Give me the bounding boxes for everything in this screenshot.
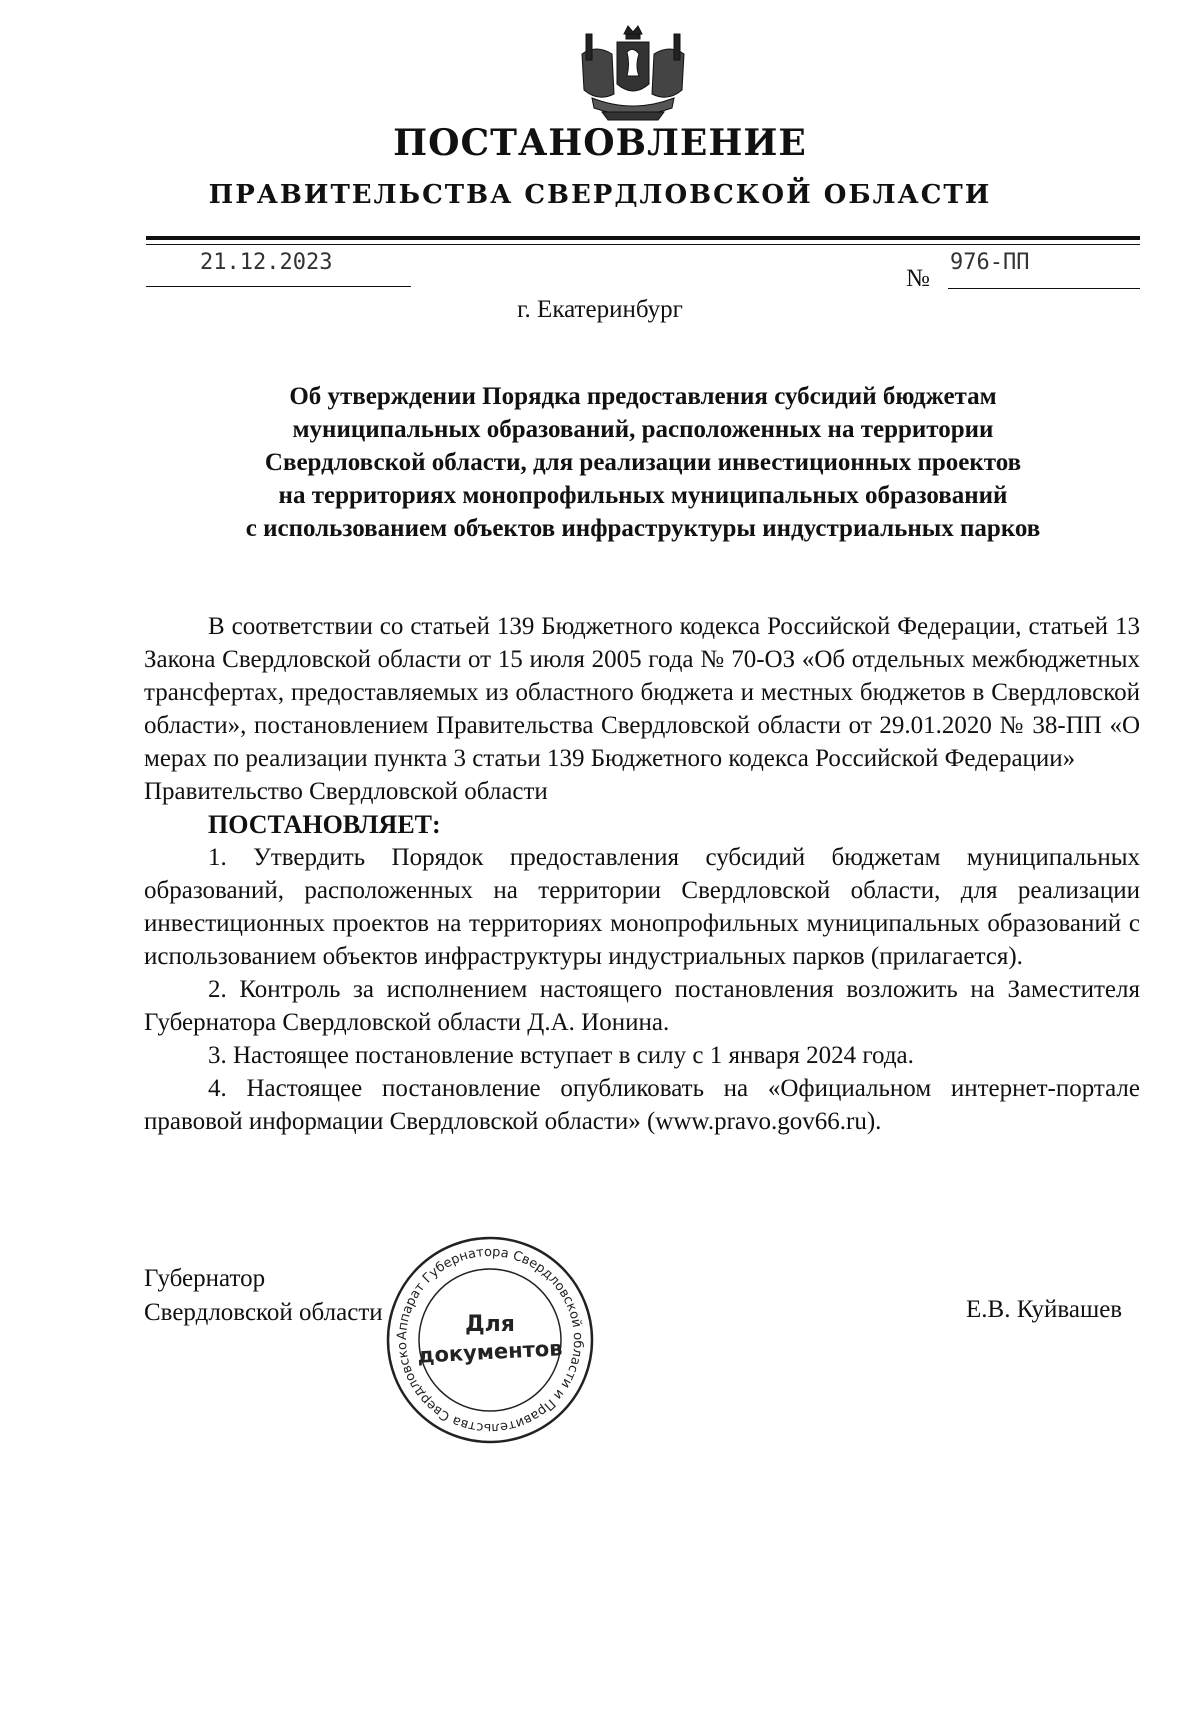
item-paragraph: 4. Настоящее постановление опубликовать на «Официальном интернет-портале правовой информации Свердловской области» (www.pravo.gov66.ru).: [144, 1075, 1140, 1135]
signatory-name: Е.В. Куйвашев: [966, 1296, 1123, 1323]
item-paragraph: 3. Настоящее постановление вступает в силу с 1 января 2024 года.: [208, 1042, 914, 1069]
coat-of-arms-emblem: [572, 24, 694, 124]
preamble-end: Правительство Свердловской области: [144, 778, 548, 805]
signatory-role: [144, 1262, 383, 1330]
item-paragraph: 2. Контроль за исполнением настоящего постановления возложить на Заместителя Губернатора Свердловской области Д.А. Ионина.: [144, 976, 1140, 1036]
stamp-center-line: Для: [465, 1312, 515, 1337]
heading-line: муниципальных образований, расположенных на территории: [292, 416, 994, 443]
stamp-center-line: документов: [416, 1336, 564, 1368]
header-rule-thin: [146, 244, 1140, 245]
document-body: [144, 610, 1140, 1138]
item-paragraph: 1. Утвердить Порядок предоставления субсидий бюджетам муниципальных образований, расположенных на территории Свердловской области, для реализации инвестиционных проектов на территориях монопрофильных муниципальных образований с использованием объектов инфраструктуры индустриальных парков (прилагается).: [144, 844, 1140, 970]
document-issuer: ПРАВИТЕЛЬСТВА СВЕРДЛОВСКОЙ ОБЛАСТИ: [208, 180, 992, 210]
document-date: 21.12.2023: [200, 250, 333, 275]
header-rule-thick: [146, 236, 1140, 240]
document-title: ПОСТАНОВЛЕНИЕ: [393, 122, 807, 164]
heading-line: Об утверждении Порядка предоставления субсидий бюджетам: [289, 383, 997, 410]
signatory-role-line: Свердловской области: [144, 1299, 383, 1326]
date-underline: [146, 286, 411, 287]
document-heading: [146, 380, 1140, 545]
heading-line: Свердловской области, для реализации инвестиционных проектов: [264, 449, 1022, 476]
heading-line: с использованием объектов инфраструктуры индустриальных парков: [245, 515, 1041, 542]
preamble-paragraph: В соответствии со статьей 139 Бюджетного кодекса Российской Федерации, статьей 13 Закона Свердловской области от 15 июля 2005 года № 70-ОЗ «Об отдельных межбюджетных трансфертах, предоставляемых из областного бюджета и местных бюджетов в Свердловской области», постановлением Правительства Свердловской области от 29.01.2020 № 38-ПП «О мерах по реализации пункта 3 статьи 139 Бюджетного кодекса Российской Федерации»: [144, 613, 1140, 772]
stamp-ring-text: Аппарат Губернатора Свердловской области и Правительства Свердловско: [394, 1244, 586, 1436]
number-sign: №: [906, 265, 930, 292]
signatory-role-line: Губернатор: [144, 1265, 266, 1292]
official-stamp: [384, 1234, 596, 1446]
resolves-heading: ПОСТАНОВЛЯЕТ:: [208, 810, 441, 839]
heading-line: на территориях монопрофильных муниципальных образований: [278, 482, 1008, 509]
document-number: 976-ПП: [950, 250, 1030, 275]
number-underline: [948, 288, 1140, 289]
document-city: г. Екатеринбург: [517, 296, 683, 323]
